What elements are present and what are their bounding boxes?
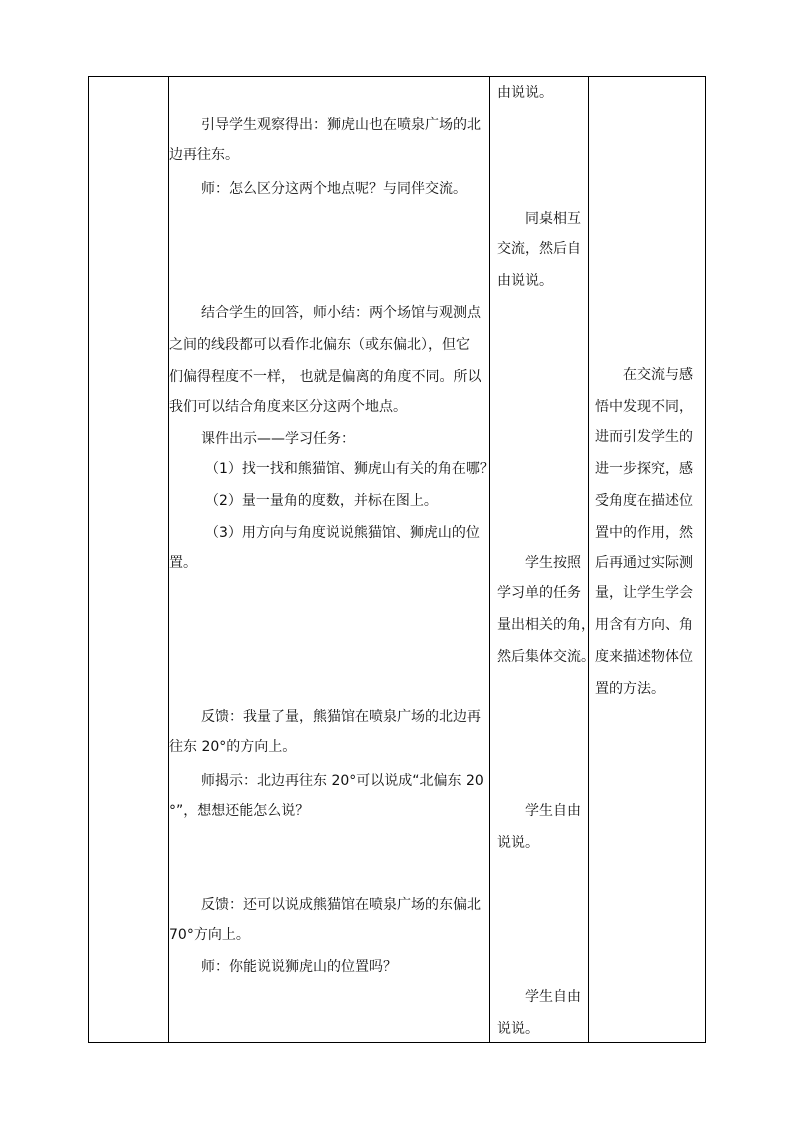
student-response: 交流，然后自 [497, 241, 581, 257]
design-intent-line: 进而引发学生的 [595, 429, 693, 445]
teacher-question: 师：怎么区分这两个地点呢？与同伴交流。 [201, 181, 467, 197]
design-intent-line: 后再通过实际测 [595, 555, 693, 571]
student-response: 然后集体交流。 [497, 649, 595, 665]
column-divider [588, 77, 589, 1042]
design-intent-line: 在交流与感 [623, 367, 693, 383]
design-intent-line: 置中的作用，然 [595, 525, 693, 541]
feedback-paragraph-line: 70°方向上。 [169, 927, 250, 943]
teacher-reveal-line: °”，想想还能怎么说？ [169, 803, 310, 819]
student-response: 说说。 [497, 1021, 539, 1037]
design-intent-line: 进一步探究，感 [595, 461, 693, 477]
task-item: （2）量一量角的度数，并标在图上。 [205, 493, 438, 509]
student-response: 学生按照 [525, 555, 581, 571]
student-response: 由说说。 [497, 273, 553, 289]
feedback-paragraph-line: 往东 20°的方向上。 [169, 739, 297, 755]
task-item: （3）用方向与角度说说熊猫馆、狮虎山的位 [205, 525, 480, 541]
summary-paragraph-line: 们偏得程度不一样， 也就是偏离的角度不同。所以 [169, 369, 482, 385]
design-intent-line: 受角度在描述位 [595, 493, 693, 509]
feedback-paragraph-line: 反馈：还可以说成熊猫馆在喷泉广场的东偏北 [201, 897, 481, 913]
student-response: 由说说。 [497, 85, 553, 101]
task-item: （1）找一找和熊猫馆、狮虎山有关的角在哪？ [205, 461, 494, 477]
design-intent-line: 用含有方向、角 [595, 617, 693, 633]
design-intent-line: 置的方法。 [595, 681, 665, 697]
design-intent-line: 悟中发现不同， [595, 399, 693, 415]
tasks-heading: 课件出示——学习任务： [201, 431, 355, 447]
observe-paragraph-line: 引导学生观察得出：狮虎山也在喷泉广场的北 [201, 117, 481, 133]
observe-paragraph-line: 边再往东。 [169, 147, 239, 163]
teacher-reveal-line: 师揭示：北边再往东 20°可以说成“北偏东 20 [201, 773, 484, 789]
design-intent-line: 度来描述物体位 [595, 649, 693, 665]
student-response: 量出相关的角， [497, 617, 595, 633]
lesson-table [88, 76, 706, 1043]
column-divider [489, 77, 490, 1042]
summary-paragraph-line: 之间的线段都可以看作北偏东（或东偏北），但它 [169, 337, 470, 353]
student-response: 学生自由 [525, 989, 581, 1005]
student-response: 学生自由 [525, 803, 581, 819]
summary-paragraph-line: 我们可以结合角度来区分这两个地点。 [169, 399, 407, 415]
student-response: 说说。 [497, 835, 539, 851]
student-response: 学习单的任务 [497, 585, 581, 601]
teacher-final-question: 师：你能说说狮虎山的位置吗？ [201, 959, 397, 975]
summary-paragraph-line: 结合学生的回答，师小结：两个场馆与观测点 [201, 305, 481, 321]
feedback-paragraph-line: 反馈：我量了量，熊猫馆在喷泉广场的北边再 [201, 709, 481, 725]
design-intent-line: 量，让学生学会 [595, 585, 693, 601]
student-response: 同桌相互 [525, 211, 581, 227]
task-item: 置。 [169, 555, 197, 571]
